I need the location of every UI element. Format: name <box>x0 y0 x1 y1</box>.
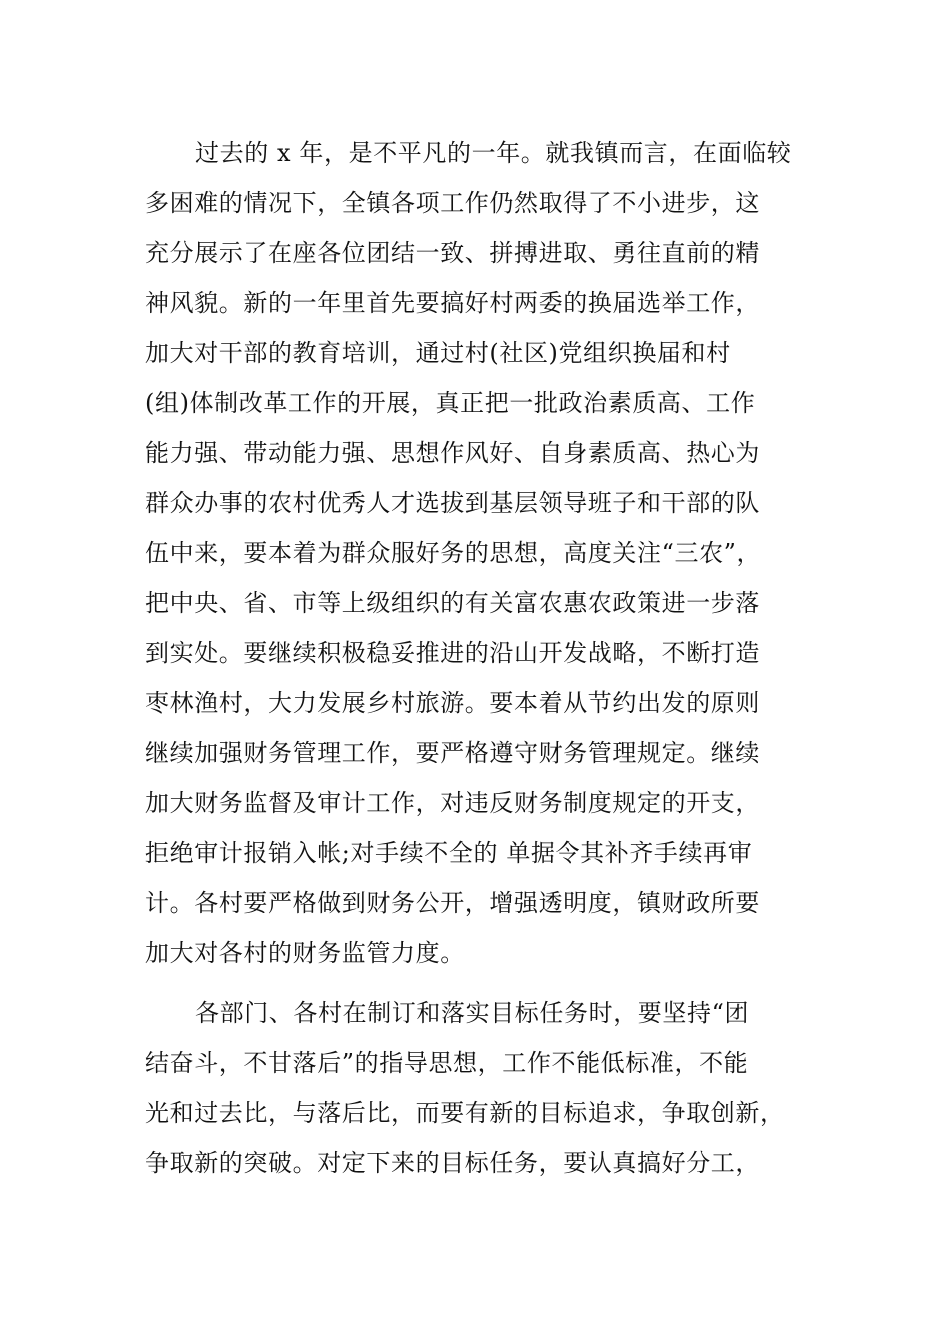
paragraph-line: 神风貌。新的一年里首先要搞好村两委的换届选举工作， <box>145 289 760 317</box>
paragraph-1 <box>145 128 825 978</box>
paragraph-line: 计。各村要严格做到财务公开，增强透明度，镇财政所要 <box>145 889 760 917</box>
paragraph-line: 结奋斗，不甘落后”的指导思想，工作不能低标准，不能 <box>145 1049 749 1077</box>
paragraph-line: 加大对各村的财务监管力度。 <box>145 939 465 967</box>
paragraph-line: (组)体制改革工作的开展，真正把一批政治素质高、工作 <box>145 389 756 417</box>
paragraph-line: 伍中来，要本着为群众服好务的思想，高度关注“三农”， <box>145 539 762 567</box>
paragraph-line: 枣林渔村，大力发展乡村旅游。要本着从节约出发的原则 <box>145 689 760 717</box>
paragraph-line: 争取新的突破。对定下来的目标任务，要认真搞好分工， <box>145 1149 760 1177</box>
paragraph-2 <box>145 988 825 1188</box>
paragraph-line: 充分展示了在座各位团结一致、拼搏进取、勇往直前的精 <box>145 239 760 267</box>
paragraph-line: 到实处。要继续积极稳妥推进的沿山开发战略，不断打造 <box>145 639 760 667</box>
paragraph-line: 光和过去比，与落后比，而要有新的目标追求，争取创新， <box>145 1099 785 1127</box>
paragraph-line: 群众办事的农村优秀人才选拔到基层领导班子和干部的队 <box>145 489 760 517</box>
paragraph-line: 加大对干部的教育培训，通过村(社区)党组织换届和村 <box>145 339 731 367</box>
paragraph-line: 多困难的情况下，全镇各项工作仍然取得了不小进步，这 <box>145 189 760 217</box>
paragraph-line: 各部门、各村在制订和落实目标任务时，要坚持“团 <box>195 999 750 1027</box>
paragraph-line: 加大财务监督及审计工作，对违反财务制度规定的开支， <box>145 789 760 817</box>
paragraph-line: 继续加强财务管理工作，要严格遵守财务管理规定。继续 <box>145 739 760 767</box>
paragraph-line: 拒绝审计报销入帐;对手续不全的 单据令其补齐手续再审 <box>145 839 753 867</box>
paragraph-line: 把中央、省、市等上级组织的有关富农惠农政策进一步落 <box>145 589 760 617</box>
paragraph-line: 过去的 x 年，是不平凡的一年。就我镇而言，在面临较 <box>195 139 792 167</box>
paragraph-line: 能力强、带动能力强、思想作风好、自身素质高、热心为 <box>145 439 760 467</box>
